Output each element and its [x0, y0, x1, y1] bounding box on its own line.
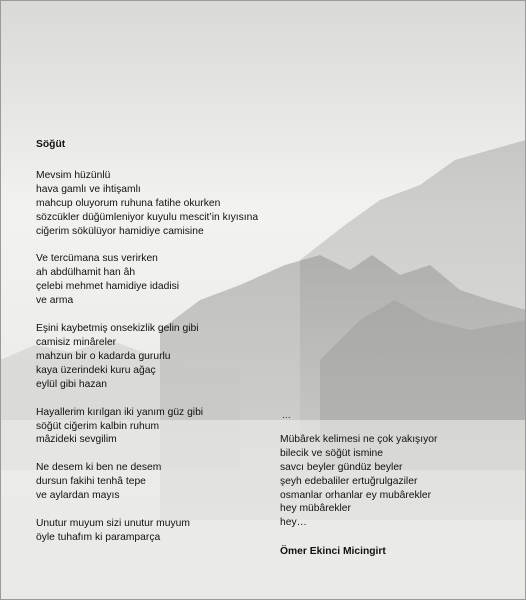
poem-line: öyle tuhafım ki paramparça — [36, 531, 161, 543]
poem-line: Unutur muyum sizi unutur muyum — [36, 518, 190, 530]
poem-line: hey… — [280, 517, 307, 529]
poem-line: ah abdülhamit han âh — [36, 267, 136, 279]
poem-line: camisiz minâreler — [36, 336, 117, 348]
poem-line: Hayallerim kırılgan iki yanım güz gibi — [36, 406, 204, 418]
stanza — [36, 169, 316, 239]
poem-line: bilecik ve söğüt ismine — [280, 447, 384, 459]
poem-line: hey mübârekler — [280, 503, 351, 515]
poem-line: Mevsim hüzünlü — [36, 169, 111, 181]
poem-line: sözcükler düğümleniyor kuyulu mescit’in kıyısına — [36, 211, 259, 223]
poem-line: ve aylardan mayıs — [36, 490, 120, 502]
poem-line: çelebi mehmet hamidiye idadisi — [36, 281, 180, 293]
poem-line: savcı beyler gündüz beyler — [280, 461, 403, 473]
stanza — [36, 406, 316, 448]
poem-line: hava gamlı ve ihtişamlı — [36, 183, 141, 195]
poem-line: eylül gibi hazan — [36, 378, 107, 390]
poem-line: ciğerim sökülüyor hamidiye camisine — [36, 225, 204, 237]
poem-main-column — [36, 138, 316, 559]
poem-line: mahzun bir o kadarda gururlu — [36, 350, 171, 362]
poem-line: dursun fakihi tenhâ tepe — [36, 476, 146, 488]
poem-line: Ve tercümana sus verirken — [36, 253, 158, 265]
ellipsis-marker: ... — [282, 410, 291, 421]
poem-closing-column — [280, 409, 510, 559]
poem-line: osmanlar orhanlar ey mubârekler — [280, 489, 432, 501]
poem-line: Eşini kaybetmiş onsekizlik gelin gibi — [36, 323, 199, 335]
poem-line: Ne desem ki ben ne desem — [36, 462, 162, 474]
stanza — [36, 517, 316, 545]
poem-line: kaya üzerindeki kuru ağaç — [36, 364, 156, 376]
poem-title: Söğüt — [36, 139, 66, 150]
poem-line: ve arma — [36, 295, 74, 307]
stanza — [36, 322, 316, 392]
poem-line: söğüt ciğerim kalbin ruhum — [36, 420, 160, 432]
poem-line: şeyh edebaliler ertuğrulgaziler — [280, 475, 418, 487]
stanza — [36, 252, 316, 308]
poem-line: Mübârek kelimesi ne çok yakışıyor — [280, 433, 438, 445]
author-signature: Ömer Ekinci Micingirt — [280, 546, 386, 558]
stanza — [36, 461, 316, 503]
poem-line: mahcup oluyorum ruhuna fatihe okurken — [36, 197, 221, 209]
poem-line: mâzideki sevgilim — [36, 434, 117, 446]
